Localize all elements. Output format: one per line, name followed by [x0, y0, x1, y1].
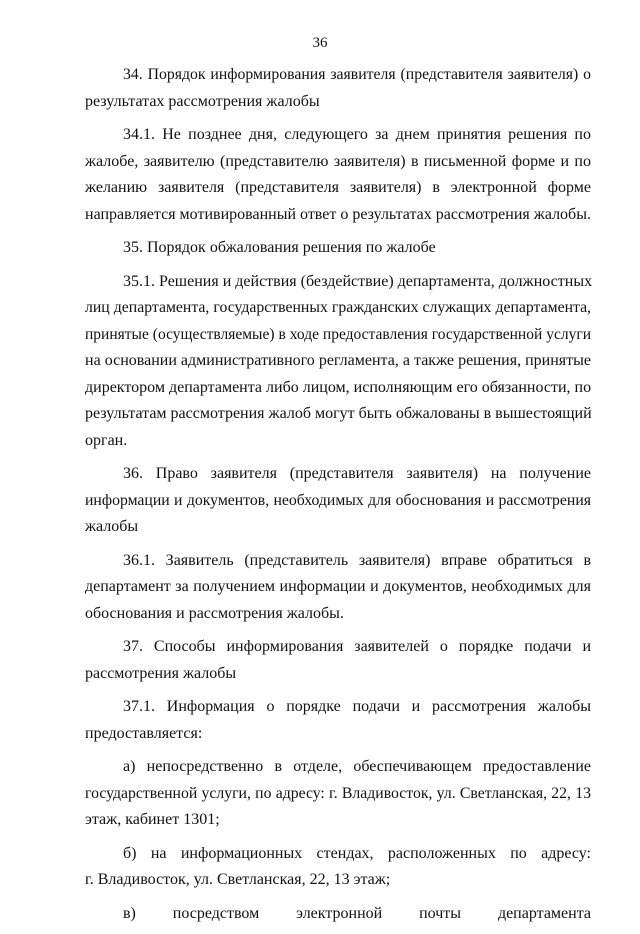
text-line: на основании административного регламента, а также решения, принятые	[85, 352, 591, 369]
paragraph-37-1-a	[85, 754, 591, 834]
text-line: обоснования и рассмотрения жалобы.	[85, 604, 344, 622]
document-body	[85, 62, 591, 934]
paragraph-35	[85, 235, 591, 262]
text-line: информации и документов, необходимых для обоснования и рассмотрения	[85, 491, 591, 509]
text-line: 37.1. Информация о порядке подачи и рассмотрения жалобы	[123, 698, 591, 715]
text-line: этаж, кабинет 1301;	[85, 811, 220, 828]
text-line: жалобы	[85, 518, 139, 535]
text-line: государственной услуги, по адресу: г. Владивосток, ул. Светланская, 22, 13	[85, 784, 591, 802]
text-line: принятые (осуществляемые) в ходе предоставления государственной услуги	[85, 325, 591, 343]
text-line: жалобе, заявителю (представителю заявителя) в письменной форме и по	[85, 152, 591, 170]
paragraph-37	[85, 634, 591, 687]
text-line: департамент за получением информации и документов, необходимых для	[85, 578, 591, 595]
text-line: лиц департамента, государственных гражданских служащих департамента,	[85, 299, 591, 316]
text-line: орган.	[85, 431, 128, 449]
text-line: б) на информационных стендах, расположенных по адресу:	[123, 844, 591, 862]
text-line: в) посредством электронной почты департамента	[123, 904, 591, 922]
text-line: результатах рассмотрения жалобы	[85, 92, 320, 110]
text-line: а) непосредственно в отделе, обеспечивающем предоставление	[123, 758, 591, 775]
text-line: директором департамента либо лицом, исполняющим его обязанности, по	[85, 378, 592, 396]
text-line: г. Владивосток, ул. Светланская, 22, 13 этаж;	[85, 871, 391, 888]
text-line: предоставляется:	[85, 724, 203, 742]
text-line: рассмотрения жалобы	[85, 664, 237, 682]
text-line: результатам рассмотрения жалоб могут быть обжалованы в вышестоящий	[85, 405, 592, 422]
paragraph-37-1-v	[85, 901, 591, 928]
text-line: желанию заявителя (представителя заявителя) в электронной форме	[85, 179, 591, 196]
text-line: 35.1. Решения и действия (бездействие) департамента, должностных	[123, 272, 593, 290]
text-line: 34. Порядок информирования заявителя (представителя заявителя) о	[123, 66, 591, 83]
text-line: 35. Порядок обжалования решения по жалобе	[123, 239, 436, 256]
paragraph-36-1	[85, 548, 591, 628]
paragraph-36	[85, 461, 591, 541]
text-line: направляется мотивированный ответ о результатах рассмотрения жалобы.	[85, 205, 591, 223]
text-line: 34.1. Не позднее дня, следующего за днем принятия решения по	[123, 126, 591, 143]
page-number: 36	[312, 35, 328, 51]
text-line: 37. Способы информирования заявителей о порядке подачи и	[123, 638, 591, 655]
text-line: 36. Право заявителя (представителя заявителя) на получение	[123, 465, 591, 482]
paragraph-34-1	[85, 122, 591, 228]
paragraph-35-1	[85, 269, 591, 455]
paragraph-34	[85, 62, 591, 115]
paragraph-37-1-b	[85, 841, 591, 894]
text-line: 36.1. Заявитель (представитель заявителя) вправе обратиться в	[123, 551, 591, 569]
paragraph-37-1	[85, 694, 591, 747]
